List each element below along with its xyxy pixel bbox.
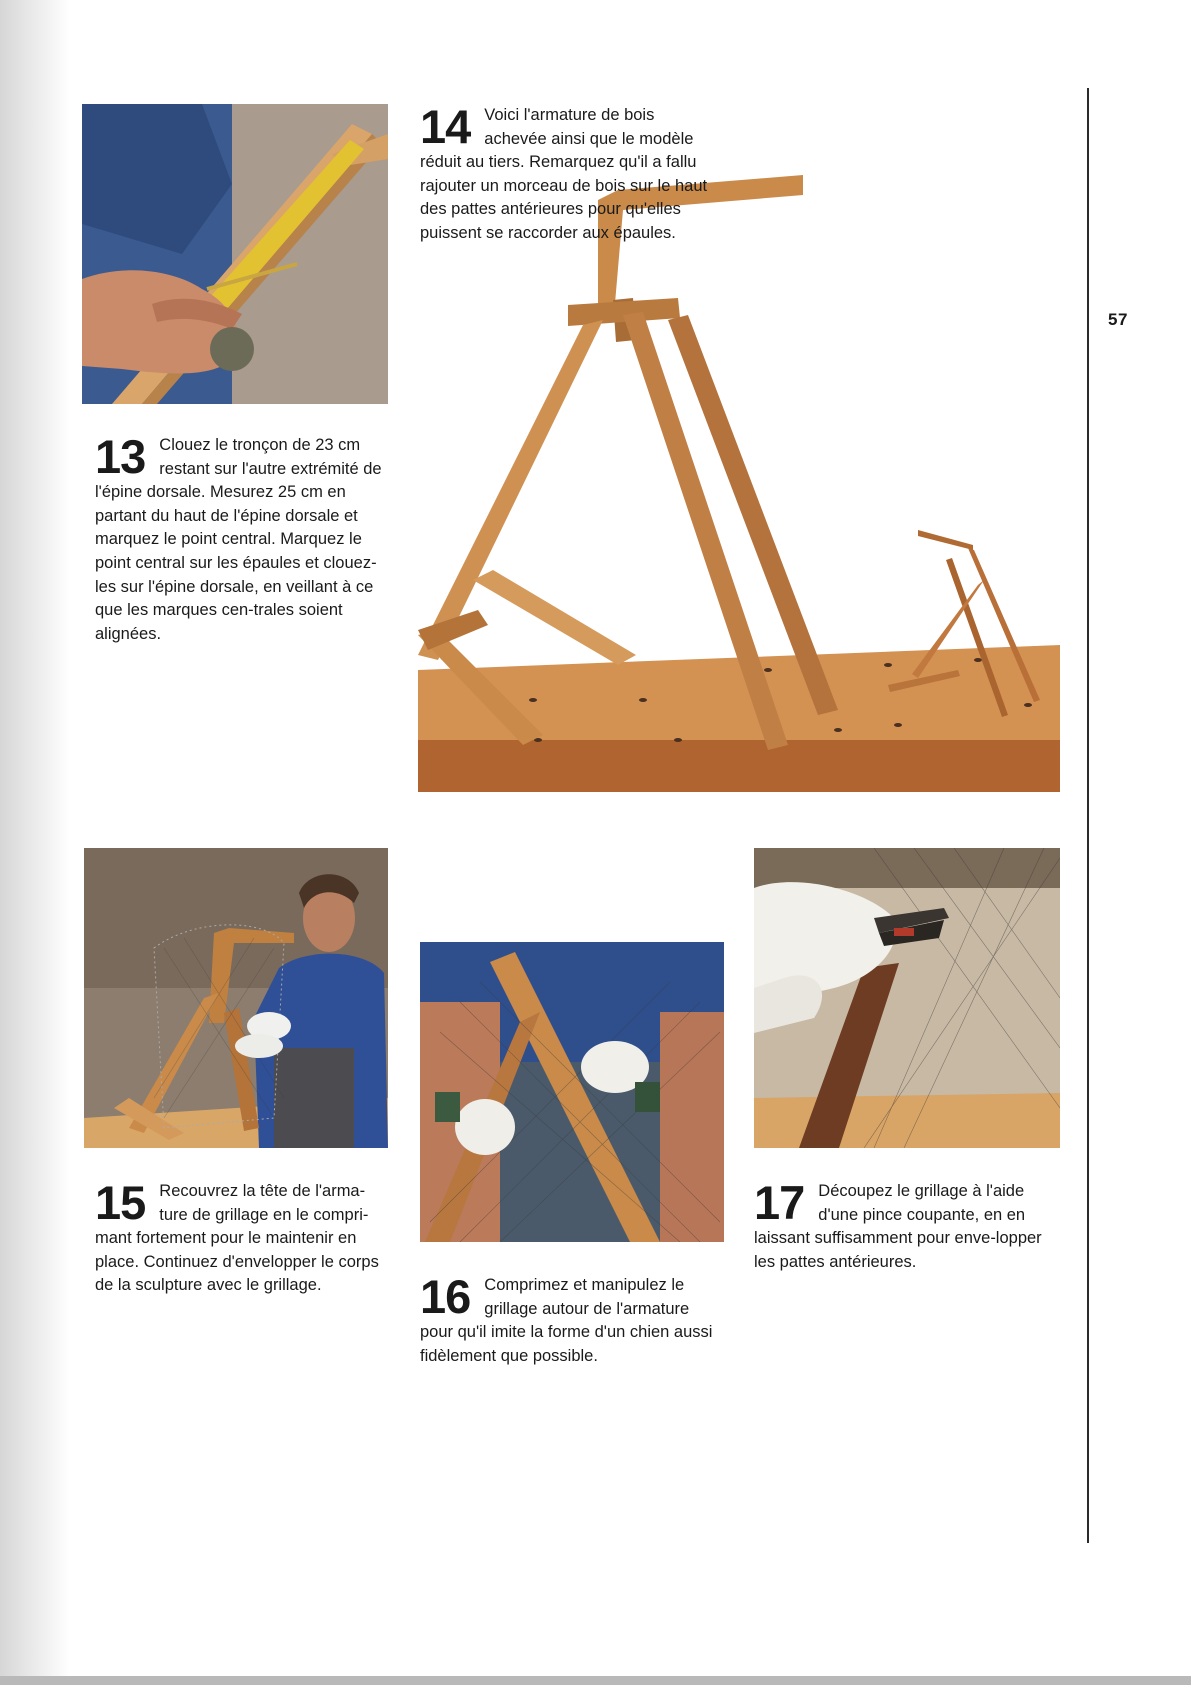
step-14-text: Voici l'armature de bois achevée ainsi que le modèle réduit au tiers. Remarquez qu'il a fallu rajouter un morceau de bois sur le haut des pattes antérieures pour qu'elles puissent se raccorder aux épaules. [420, 106, 708, 242]
step-17 [754, 1176, 1058, 1274]
photo-step-15 [84, 848, 388, 1148]
step-17-text: Découpez le grillage à l'aide d'une pince coupante, en en laissant suffisamment pour enve-lopper les pattes antérieures. [754, 1182, 1042, 1271]
page-gutter-shadow [0, 0, 70, 1685]
step-17-number: 17 [754, 1176, 805, 1229]
step-15-text: Recouvrez la tête de l'arma-ture de grillage en le compri-mant fortement pour le maintenir en place. Continuez d'envelopper le corps de la sculpture avec le grillage. [95, 1182, 379, 1295]
step-13 [95, 430, 387, 646]
step-16 [420, 1270, 720, 1368]
step-13-text: Clouez le tronçon de 23 cm restant sur l'autre extrémité de l'épine dorsale. Mesurez 25 cm en partant du haut de l'épine dorsale et marquez le point central. Marquez le point central sur les épaules et clouez-les sur l'épine dorsale, en veillant à ce que les marques cen-trales soient alignées. [95, 436, 382, 643]
step-15-number: 15 [95, 1176, 146, 1229]
photo-step-13 [82, 104, 388, 404]
step-15 [95, 1176, 387, 1298]
page-number: 57 [1108, 310, 1128, 329]
step-16-number: 16 [420, 1270, 471, 1323]
step-13-number: 13 [95, 430, 146, 483]
scan-bottom-edge [0, 1676, 1191, 1685]
margin-rule [1087, 88, 1089, 1543]
photo-step-17 [754, 848, 1060, 1148]
photo-step-16 [420, 942, 724, 1242]
step-14-number: 14 [420, 100, 471, 153]
step-16-text: Comprimez et manipulez le grillage autour de l'armature pour qu'il imite la forme d'un chien aussi fidèlement que possible. [420, 1276, 713, 1365]
step-14 [420, 100, 720, 246]
